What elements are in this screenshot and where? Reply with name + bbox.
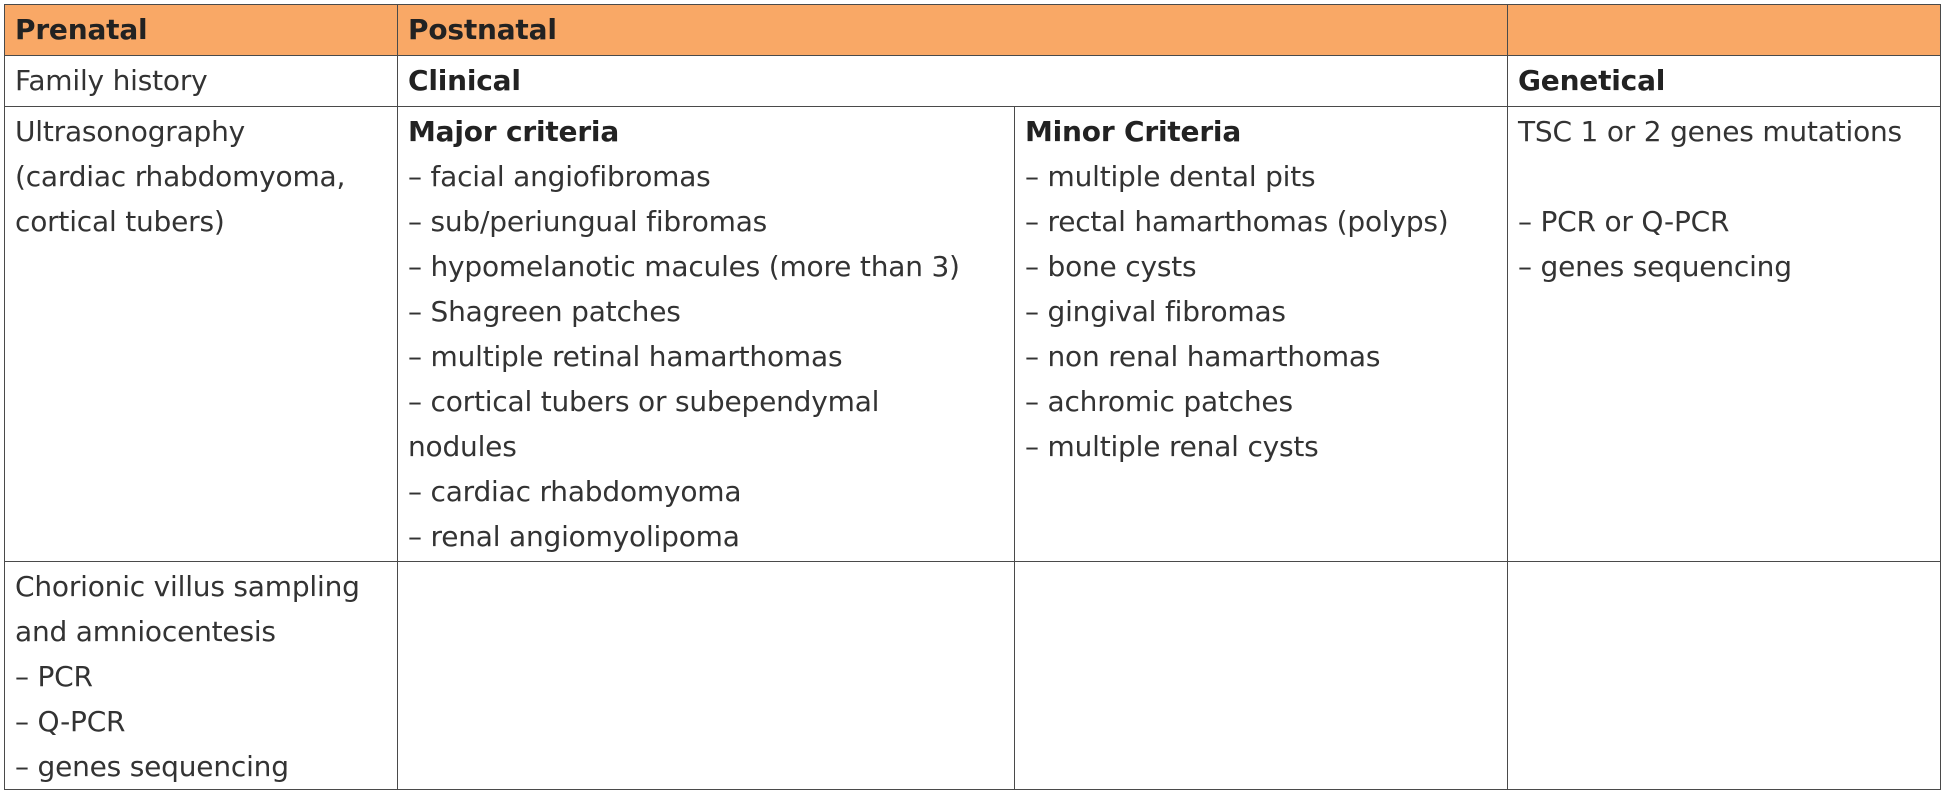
minor-criteria-item: – multiple renal cysts (1025, 430, 1319, 463)
prenatal-line: – genes sequencing (15, 750, 289, 783)
major-criteria-item: – cardiac rhabdomyoma (408, 475, 742, 508)
cell-genetical-heading: Genetical (1508, 56, 1941, 107)
tsc-diagnosis-table-container (4, 4, 1941, 790)
genetical-item: – PCR or Q-PCR (1518, 205, 1730, 238)
minor-criteria-item: – multiple dental pits (1025, 160, 1316, 193)
minor-criteria-item: – bone cysts (1025, 250, 1197, 283)
major-criteria-item: – Shagreen patches (408, 295, 681, 328)
major-criteria-title: Major criteria (408, 115, 620, 148)
cell-empty (1015, 562, 1508, 790)
major-criteria-item: – cortical tubers or subependymal (408, 385, 880, 418)
cell-empty (398, 562, 1015, 790)
minor-criteria-item: – achromic patches (1025, 385, 1293, 418)
table-header-row (5, 5, 1941, 56)
prenatal-line: – PCR (15, 660, 93, 693)
minor-criteria-item: – rectal hamarthomas (polyps) (1025, 205, 1449, 238)
table-row (5, 56, 1941, 107)
prenatal-line: Chorionic villus sampling (15, 570, 360, 603)
header-postnatal: Postnatal (398, 5, 1508, 56)
major-criteria-item: – multiple retinal hamarthomas (408, 340, 843, 373)
genetical-title: TSC 1 or 2 genes mutations (1518, 115, 1902, 148)
major-criteria-item: – renal angiomyolipoma (408, 520, 740, 553)
spacer (1518, 154, 1930, 199)
prenatal-line: and amniocentesis (15, 615, 276, 648)
genetical-item: – genes sequencing (1518, 250, 1792, 283)
minor-criteria-item: – non renal hamarthomas (1025, 340, 1381, 373)
table-row (5, 107, 1941, 562)
minor-criteria-item: – gingival fibromas (1025, 295, 1286, 328)
header-empty (1508, 5, 1941, 56)
cell-minor-criteria (1015, 107, 1508, 562)
prenatal-line: (cardiac rhabdomyoma, (15, 160, 346, 193)
prenatal-line: – Q-PCR (15, 705, 126, 738)
minor-criteria-title: Minor Criteria (1025, 115, 1242, 148)
major-criteria-item: nodules (408, 430, 517, 463)
prenatal-line: cortical tubers) (15, 205, 225, 238)
major-criteria-item: – facial angiofibromas (408, 160, 711, 193)
major-criteria-item: – hypomelanotic macules (more than 3) (408, 250, 960, 283)
major-criteria-item: – sub/periungual fibromas (408, 205, 768, 238)
cell-chorionic-villus (5, 562, 398, 790)
cell-clinical-heading: Clinical (398, 56, 1508, 107)
cell-family-history: Family history (5, 56, 398, 107)
cell-major-criteria (398, 107, 1015, 562)
table-row (5, 562, 1941, 790)
prenatal-line: Ultrasonography (15, 115, 246, 148)
cell-ultrasonography (5, 107, 398, 562)
cell-empty (1508, 562, 1941, 790)
tsc-diagnosis-table (4, 4, 1941, 790)
header-prenatal: Prenatal (5, 5, 398, 56)
cell-genetical-tests (1508, 107, 1941, 562)
